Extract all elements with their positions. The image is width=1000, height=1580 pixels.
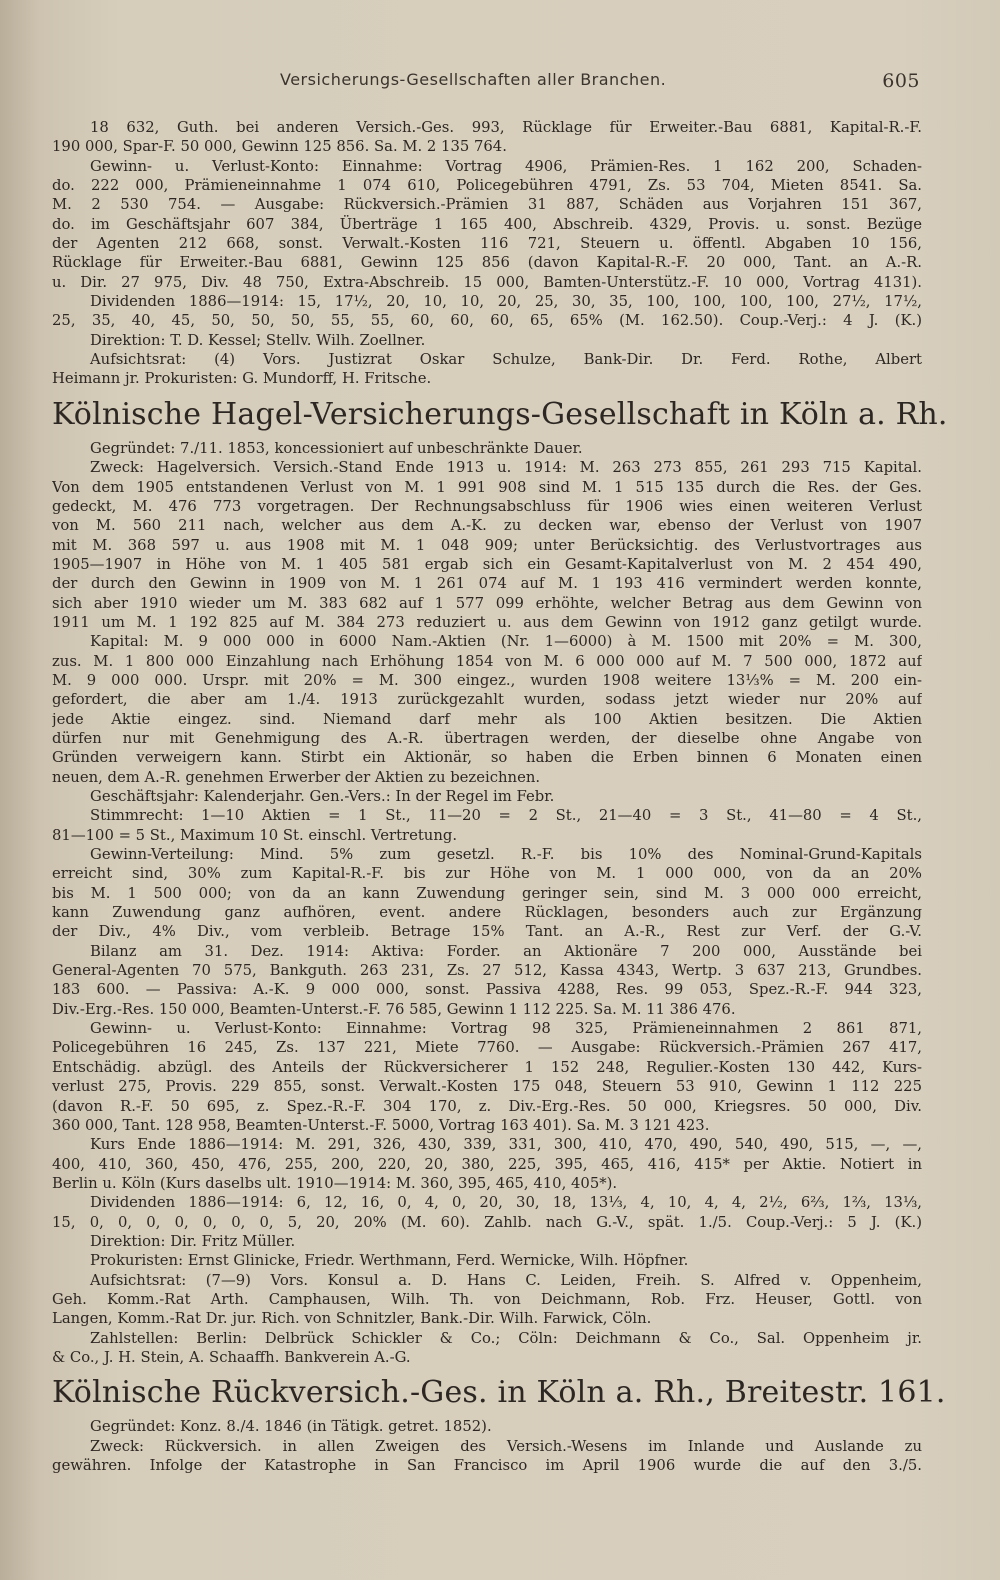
text-line: M. 2 530 754. — Ausgabe: Rückversich.-Prämien 31 887, Schäden aus Vorjahren 151 367, <box>52 196 922 214</box>
text-line: 183 600. — Passiva: A.-K. 9 000 000, sonst. Passiva 4288, Res. 99 053, Spez.-R.-F. 944 323, <box>52 981 922 999</box>
text-line: Policegebühren 16 245, Zs. 137 221, Miete 7760. — Ausgabe: Rückversich.-Prämien 267 417, <box>52 1039 922 1057</box>
text-line: neuen, dem A.-R. genehmen Erwerber der Aktien zu bezeichnen. <box>52 768 541 786</box>
text-line: 18 632, Guth. bei anderen Versich.-Ges. 993, Rücklage für Erweiter.-Bau 6881, Kapital-R.-F. <box>90 119 922 136</box>
text-line: 400, 410, 360, 450, 476, 255, 200, 220, 20, 380, 225, 395, 465, 416, 415* per Aktie. Notiert in <box>52 1155 922 1173</box>
text-line: Zweck: Rückversich. in allen Zweigen des Versich.-Wesens im Inlande und Auslande zu <box>90 1437 922 1455</box>
text-line: Gewinn- u. Verlust-Konto: Einnahme: Vortrag 98 325, Prämieneinnahmen 2 861 871, <box>90 1020 922 1038</box>
text-line: u. Dir. 27 975, Div. 48 750, Extra-Abschreib. 15 000, Bamten-Unterstütz.-F. 10 000, Vortrag 4131). <box>52 273 922 291</box>
text-line: General-Agenten 70 575, Bankguth. 263 231, Zs. 27 512, Kassa 4343, Wertp. 3 637 213, Grundbes. <box>52 962 922 980</box>
text-line: do. 222 000, Prämieneinnahme 1 074 610, Policegebühren 4791, Zs. 53 704, Mieten 8541. Sa. <box>52 177 922 195</box>
company-title: Kölnische Hagel-Versicherungs-Gesellschaft in Köln a. Rh. <box>52 396 948 432</box>
text-line: der durch den Gewinn in 1909 von M. 1 261 074 auf M. 1 193 416 vermindert werden konnte, <box>52 575 922 593</box>
page-body <box>52 118 948 1475</box>
text-line: Prokuristen: Ernst Glinicke, Friedr. Werthmann, Ferd. Wernicke, Wilh. Höpfner. <box>90 1252 689 1270</box>
company-entry-koelnische-rueckversich <box>52 1371 946 1475</box>
running-header <box>280 70 920 92</box>
text-line: 81—100 = 5 St., Maximum 10 St. einschl. Vertretung. <box>52 826 458 844</box>
text-line: Aufsichtsrat: (7—9) Vors. Konsul a. D. Hans C. Leiden, Freih. S. Alfred v. Oppenheim, <box>90 1271 922 1289</box>
text-line: & Co., J. H. Stein, A. Schaaffh. Bankverein A.-G. <box>52 1348 411 1366</box>
text-line: Bilanz am 31. Dez. 1914: Aktiva: Forder. an Aktionäre 7 200 000, Ausstände bei <box>90 942 922 960</box>
page-number: 605 <box>882 70 920 92</box>
text-line: Dividenden 1886—1914: 6, 12, 16, 0, 4, 0, 20, 30, 18, 13⅓, 4, 10, 4, 4, 2½, 6⅔, 1⅔, 13⅓, <box>90 1194 922 1212</box>
text-line: kann Zuwendung ganz aufhören, event. andere Rücklagen, besonders auch zur Ergänzung <box>52 904 922 922</box>
text-line: Gewinn- u. Verlust-Konto: Einnahme: Vortrag 4906, Prämien-Res. 1 162 200, Schaden- <box>90 157 922 175</box>
text-line: Dividenden 1886—1914: 15, 17½, 20, 10, 10, 20, 25, 30, 35, 100, 100, 100, 100, 27½, 17½, <box>90 293 922 311</box>
text-line: der Div., 4% Div., vom verbleib. Betrage 15% Tant. an A.-R., Rest zur Verf. der G.-V. <box>52 923 922 941</box>
text-line: Stimmrecht: 1—10 Aktien = 1 St., 11—20 = 2 St., 21—40 = 3 St., 41—80 = 4 St., <box>90 807 922 825</box>
company-entry-koelnische-hagel <box>52 393 948 1368</box>
text-line: bis M. 1 500 000; von da an kann Zuwendung geringer sein, sind M. 3 000 000 erreicht, <box>52 884 922 902</box>
text-line: Kurs Ende 1886—1914: M. 291, 326, 430, 339, 331, 300, 410, 470, 490, 540, 490, 515, —, —, <box>90 1136 922 1154</box>
text-line: Zahlstellen: Berlin: Delbrück Schickler & Co.; Cöln: Deichmann & Co., Sal. Oppenheim jr. <box>90 1329 922 1347</box>
text-line: Langen, Komm.-Rat Dr. jur. Rich. von Schnitzler, Bank.-Dir. Wilh. Farwick, Cöln. <box>52 1310 652 1328</box>
text-line: der Agenten 212 668, sonst. Verwalt.-Kosten 116 721, Steuern u. öffentl. Abgaben 10 156, <box>52 235 922 253</box>
text-line: Kapital: M. 9 000 000 in 6000 Nam.-Aktien (Nr. 1—6000) à M. 1500 mit 20% = M. 300, <box>90 633 922 651</box>
text-line: Gegründet: 7./11. 1853, koncessioniert auf unbeschränkte Dauer. <box>90 439 583 457</box>
text-line: Div.-Erg.-Res. 150 000, Beamten-Unterst.-F. 76 585, Gewinn 1 112 225. Sa. M. 11 386 476. <box>52 1000 736 1018</box>
text-line: M. 9 000 000. Urspr. mit 20% = M. 300 eingez., wurden 1908 weitere 13⅓% = M. 200 ein- <box>52 671 922 689</box>
text-line: 190 000, Spar-F. 50 000, Gewinn 125 856. Sa. M. 2 135 764. <box>52 138 507 156</box>
text-line: zus. M. 1 800 000 Einzahlung nach Erhöhung 1854 von M. 6 000 000 auf M. 7 500 000, 1872 auf <box>52 652 922 670</box>
text-line: jede Aktie eingez. sind. Niemand darf mehr als 100 Aktien besitzen. Die Aktien <box>52 710 922 728</box>
text-line: 360 000, Tant. 128 958, Beamten-Unterst.-F. 5000, Vortrag 163 401). Sa. M. 3 121 423. <box>52 1116 710 1134</box>
text-line: von M. 560 211 nach, welcher aus dem A.-K. zu decken war, ebenso der Verlust von 1907 <box>52 517 922 535</box>
text-line: 1911 um M. 1 192 825 auf M. 384 273 reduziert u. aus dem Gewinn von 1912 ganz getilgt wurde. <box>52 613 922 631</box>
previous-company-section <box>52 118 922 389</box>
company-title: Kölnische Rückversich.-Ges. in Köln a. Rh., Breitestr. 161. <box>52 1375 946 1411</box>
text-line: Berlin u. Köln (Kurs daselbs ult. 1910—1914: M. 360, 395, 465, 410, 405*). <box>52 1174 618 1192</box>
text-line: Rücklage für Erweiter.-Bau 6881, Gewinn 125 856 (davon Kapital-R.-F. 20 000, Tant. an A.-R. <box>52 254 922 272</box>
text-line: 1905—1907 in Höhe von M. 1 405 581 ergab sich ein Gesamt-Kapitalverlust von M. 2 454 490, <box>52 555 922 573</box>
text-line: Heimann jr. Prokuristen: G. Mundorff, H. Fritsche. <box>52 370 432 388</box>
text-line: gefordert, die aber am 1./4. 1913 zurückgezahlt wurden, sodass jetzt wieder nur 20% auf <box>52 691 922 709</box>
text-line: mit M. 368 597 u. aus 1908 mit M. 1 048 909; unter Berücksichtig. des Verlustvortrages aus <box>52 536 922 554</box>
text-line: erreicht sind, 30% zum Kapital-R.-F. bis zur Höhe von M. 1 000 000, von da an 20% <box>52 865 922 883</box>
text-line: Gewinn-Verteilung: Mind. 5% zum gesetzl. R.-F. bis 10% des Nominal-Grund-Kapitals <box>90 846 922 864</box>
text-line: Geschäftsjahr: Kalenderjahr. Gen.-Vers.: In der Regel im Febr. <box>90 788 555 805</box>
text-line: Entschädig. abzügl. des Anteils der Rückversicherer 1 152 248, Regulier.-Kosten 130 442, Kurs- <box>52 1058 922 1076</box>
text-line: 25, 35, 40, 45, 50, 50, 50, 55, 55, 60, 60, 60, 65, 65% (M. 162.50). Coup.-Verj.: 4 J. (K.) <box>52 312 922 330</box>
text-line: Von dem 1905 entstandenen Verlust von M. 1 991 908 sind M. 1 515 135 durch die Res. der Ges. <box>52 478 922 496</box>
text-line: gewähren. Infolge der Katastrophe in San Francisco im April 1906 wurde die auf den 3./5. <box>52 1457 922 1474</box>
text-line: Zweck: Hagelversich. Versich.-Stand Ende 1913 u. 1914: M. 263 273 855, 261 293 715 Kapital. <box>90 459 922 477</box>
text-line: Direktion: T. D. Kessel; Stellv. Wilh. Zoellner. <box>90 331 426 349</box>
text-line: Gründen verweigern kann. Stirbt ein Aktionär, so haben die Erben binnen 6 Monaten einen <box>52 749 922 767</box>
text-line: Gegründet: Konz. 8./4. 1846 (in Tätigk. getret. 1852). <box>90 1418 492 1436</box>
text-line: Direktion: Dir. Fritz Müller. <box>90 1232 296 1250</box>
text-line: sich aber 1910 wieder um M. 383 682 auf 1 577 099 erhöhte, welcher Betrag aus dem Gewinn von <box>52 594 922 612</box>
text-line: Aufsichtsrat: (4) Vors. Justizrat Oskar Schulze, Bank-Dir. Dr. Ferd. Rothe, Albert <box>90 351 922 369</box>
text-line: gedeckt, M. 476 773 vorgetragen. Der Rechnungsabschluss für 1906 wies einen weiteren Verlust <box>52 497 922 515</box>
text-line: dürfen nur mit Genehmigung des A.-R. übertragen werden, der dieselbe ohne Angabe von <box>52 729 922 747</box>
text-line: verlust 275, Provis. 229 855, sonst. Verwalt.-Kosten 175 048, Steuern 53 910, Gewinn 1 112 225 <box>52 1078 922 1096</box>
text-line: (davon R.-F. 50 695, z. Spez.-R.-F. 304 170, z. Div.-Erg.-Res. 50 000, Kriegsres. 50 000, Div. <box>52 1097 922 1115</box>
header-title: Versicherungs-Gesellschaften aller Branchen. <box>280 70 667 89</box>
text-line: 15, 0, 0, 0, 0, 0, 0, 0, 5, 20, 20% (M. 60). Zahlb. nach G.-V., spät. 1./5. Coup.-Verj.: 5 J. (K.) <box>52 1213 922 1231</box>
text-line: Geh. Komm.-Rat Arth. Camphausen, Wilh. Th. von Deichmann, Rob. Frz. Heuser, Gottl. von <box>52 1290 922 1308</box>
text-line: do. im Geschäftsjahr 607 384, Überträge 1 165 400, Abschreib. 4329, Provis. u. sonst. Bezüge <box>52 215 922 233</box>
